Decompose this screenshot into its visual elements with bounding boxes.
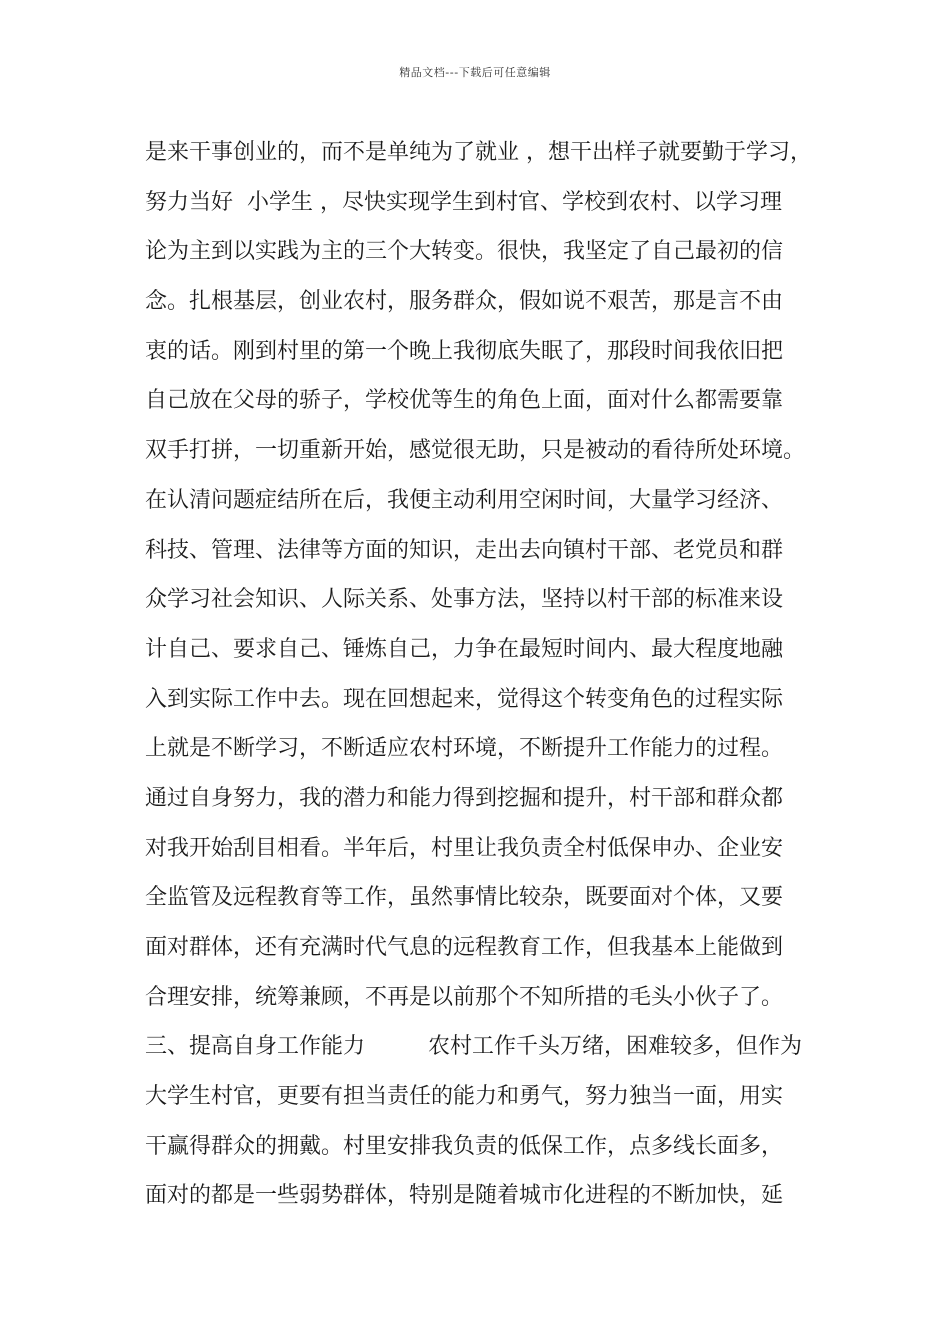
text-line: 通过自身努力，我的潜力和能力得到挖掘和提升，村干部和群众都	[145, 785, 784, 811]
text-line: 科技、管理、法律等方面的知识，走出去向镇村干部、老党员和群	[145, 537, 784, 563]
section-heading-line: 三、提高自身工作能力 农村工作千头万绪，困难较多，但作为	[145, 1034, 802, 1060]
text-line: 对我开始刮目相看。半年后，村里让我负责全村低保申办、企业安	[145, 835, 784, 861]
text-line: 在认清问题症结所在后，我便主动利用空闲时间，大量学习经济、	[145, 487, 784, 513]
text-line: 衷的话。刚到村里的第一个晚上我彻底失眠了，那段时间我依旧把	[145, 338, 784, 364]
text-line: 干赢得群众的拥戴。村里安排我负责的低保工作，点多线长面多，	[145, 1133, 784, 1159]
text-line: 努力当好 小学生 ，尽快实现学生到村官、学校到农村、以学习理	[145, 189, 782, 215]
text-line: 全监管及远程教育等工作，虽然事情比较杂，既要面对个体，又要	[145, 885, 784, 911]
text-line: 计自己、要求自己、锤炼自己，力争在最短时间内、最大程度地融	[145, 636, 784, 662]
page-header: 精品文档---下载后可任意编辑	[399, 66, 551, 79]
text-line: 上就是不断学习，不断适应农村环境，不断提升工作能力的过程。	[145, 736, 784, 762]
text-line: 大学生村官，更要有担当责任的能力和勇气，努力独当一面，用实	[145, 1084, 784, 1110]
text-line: 入到实际工作中去。现在回想起来，觉得这个转变角色的过程实际	[145, 686, 784, 712]
text-line: 众学习社会知识、人际关系、处事方法，坚持以村干部的标准来设	[145, 587, 784, 613]
text-line: 面对的都是一些弱势群体，特别是随着城市化进程的不断加快，延	[145, 1183, 784, 1209]
text-line: 自己放在父母的骄子，学校优等生的角色上面，面对什么都需要靠	[145, 388, 784, 414]
text-line: 论为主到以实践为主的三个大转变。很快，我坚定了自己最初的信	[145, 239, 784, 265]
text-line: 双手打拼，一切重新开始，感觉很无助，只是被动的看待所处环境。	[145, 438, 806, 464]
text-line: 是来干事创业的，而不是单纯为了就业 ，想干出样子就要勤于学习，	[145, 140, 812, 165]
document-body	[145, 128, 835, 1221]
text-line: 念。扎根基层，创业农村，服务群众，假如说不艰苦，那是言不由	[145, 289, 784, 315]
text-line: 合理安排，统筹兼顾，不再是以前那个不知所措的毛头小伙子了。	[145, 984, 784, 1010]
text-line: 面对群体，还有充满时代气息的远程教育工作，但我基本上能做到	[145, 935, 784, 960]
